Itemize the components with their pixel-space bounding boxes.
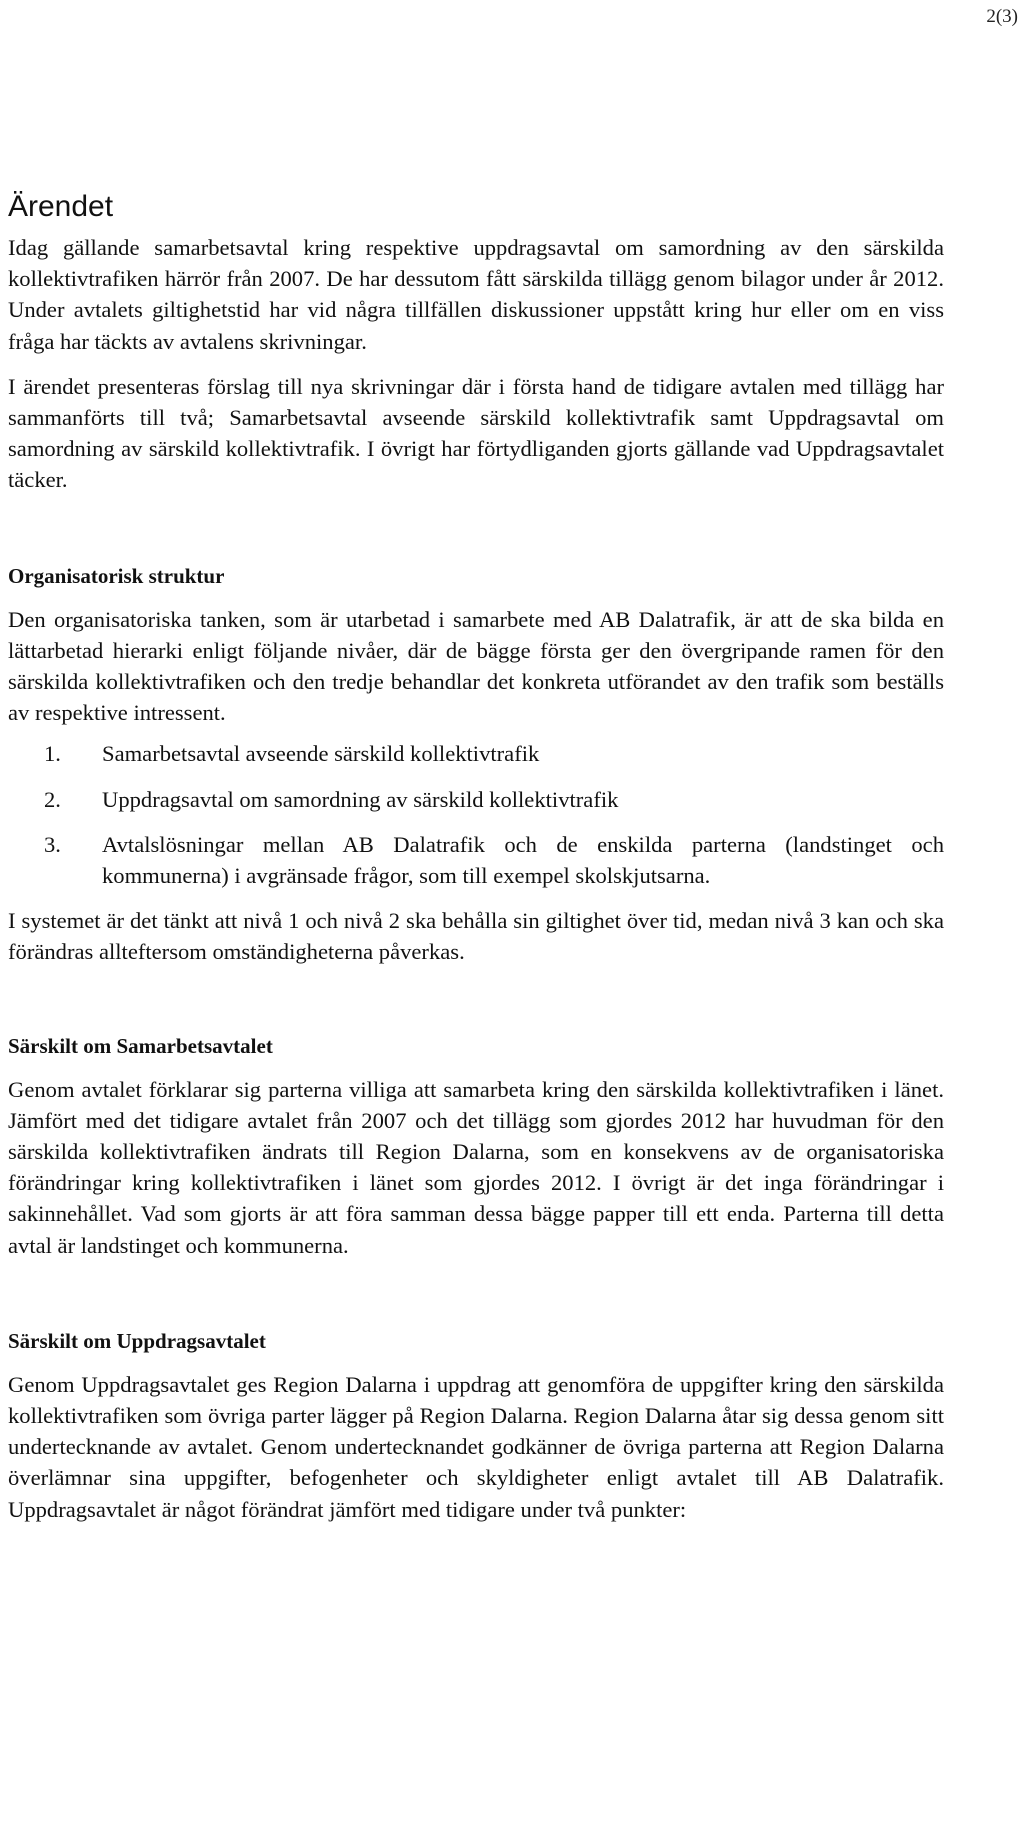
arendet-paragraph-2: I ärendet presenteras förslag till nya skrivningar där i första hand de tidigare avtalen med tillägg har sammanförts till två; Samarbetsavtal avseende särskild kollektivtrafik samt Uppdragsavtal om samordning av särskild kollektivtrafik. I övrigt har förtydliganden gjorts gällande vad Uppdragsavtalet täcker. — [8, 373, 944, 493]
organisation-outro: I systemet är det tänkt att nivå 1 och nivå 2 ska behålla sin giltighet över tid, medan nivå 3 kan och ska förändras allteftersom omständigheterna påverkas. — [8, 908, 944, 965]
list-item-number: 3. — [44, 831, 61, 857]
list-item-text: Samarbetsavtal avseende särskild kollektivtrafik — [102, 741, 540, 767]
section-uppdragsavtalet — [8, 1327, 944, 1525]
list-item-number: 1. — [44, 741, 61, 767]
section-title-arendet: Ärendet — [8, 190, 114, 223]
section-organisation — [8, 562, 944, 968]
section-arendet — [8, 190, 944, 496]
section-spacer — [8, 510, 944, 562]
level-list — [8, 738, 944, 891]
samarbetsavtalet-paragraph: Genom avtalet förklarar sig parterna villiga att samarbeta kring den särskilda kollektivtrafiken i länet. Jämfört med det tidigare avtalet från 2007 och det tillägg som gjordes 2012 har huvudman för den särskilda kollektivtrafiken ändrats till Region Dalarna, som en konsekvens av de organisatoriska förändringar kring kollektivtrafiken i länet som gjordes 2012. I övrigt är det inga förändringar i sakinnehållet. Vad som gjorts är att föra samman dessa bägge papper till ett enda. Parterna till detta avtal är landstinget och kommunerna. — [8, 1076, 944, 1258]
list-item — [8, 829, 944, 891]
list-item-text: Uppdragsavtal om samordning av särskild kollektivtrafik — [102, 786, 619, 812]
list-item-text: Avtalslösningar mellan AB Dalatrafik och de enskilda parterna (landstinget och kommunerna) i avgränsade frågor, som till exempel skolskjutsarna. — [102, 831, 944, 889]
list-item — [8, 784, 944, 815]
section-title-organisation: Organisatorisk struktur — [8, 563, 225, 588]
section-title-uppdragsavtalet: Särskilt om Uppdragsavtalet — [8, 1328, 266, 1353]
arendet-paragraph-1: Idag gällande samarbetsavtal kring respektive uppdragsavtal om samordning av den särskilda kollektivtrafiken härrör från 2007. De har dessutom fått särskilda tillägg genom bilagor under år 2012. Under avtalets giltighetstid har vid några tillfällen diskussioner uppstått kring hur eller om en viss fråga har täckts av avtalens skrivningar. — [8, 235, 944, 354]
organisation-intro: Den organisatoriska tanken, som är utarbetad i samarbete med AB Dalatrafik, är att de ska bilda en lättarbetad hierarki enligt följande nivåer, där de bägge första ger den övergripande ramen för den särskilda kollektivtrafiken och den tredje behandlar det konkreta utförandet av den trafik som beställs av respektive intressent. — [8, 606, 944, 726]
page-number: 2(3) — [986, 6, 1018, 27]
list-item — [8, 738, 944, 769]
section-title-samarbetsavtalet: Särskilt om Samarbetsavtalet — [8, 1033, 273, 1058]
section-spacer — [8, 982, 944, 1032]
uppdragsavtalet-paragraph: Genom Uppdragsavtalet ges Region Dalarna i uppdrag att genomföra de uppgifter kring den särskilda kollektivtrafiken som övriga parter lägger på Region Dalarna. Region Dalarna åtar sig dessa genom sitt undertecknande av avtalet. Genom undertecknandet godkänner de övriga parterna att Region Dalarna överlämnar sina uppgifter, befogenheter och skyldigheter enligt avtalet till AB Dalatrafik. Uppdragsavtalet är något förändrat jämfört med tidigare under två punkter: — [8, 1371, 944, 1522]
section-samarbetsavtalet — [8, 1032, 944, 1261]
section-spacer — [8, 1275, 944, 1327]
document-body — [8, 190, 944, 1539]
list-item-number: 2. — [44, 786, 61, 812]
